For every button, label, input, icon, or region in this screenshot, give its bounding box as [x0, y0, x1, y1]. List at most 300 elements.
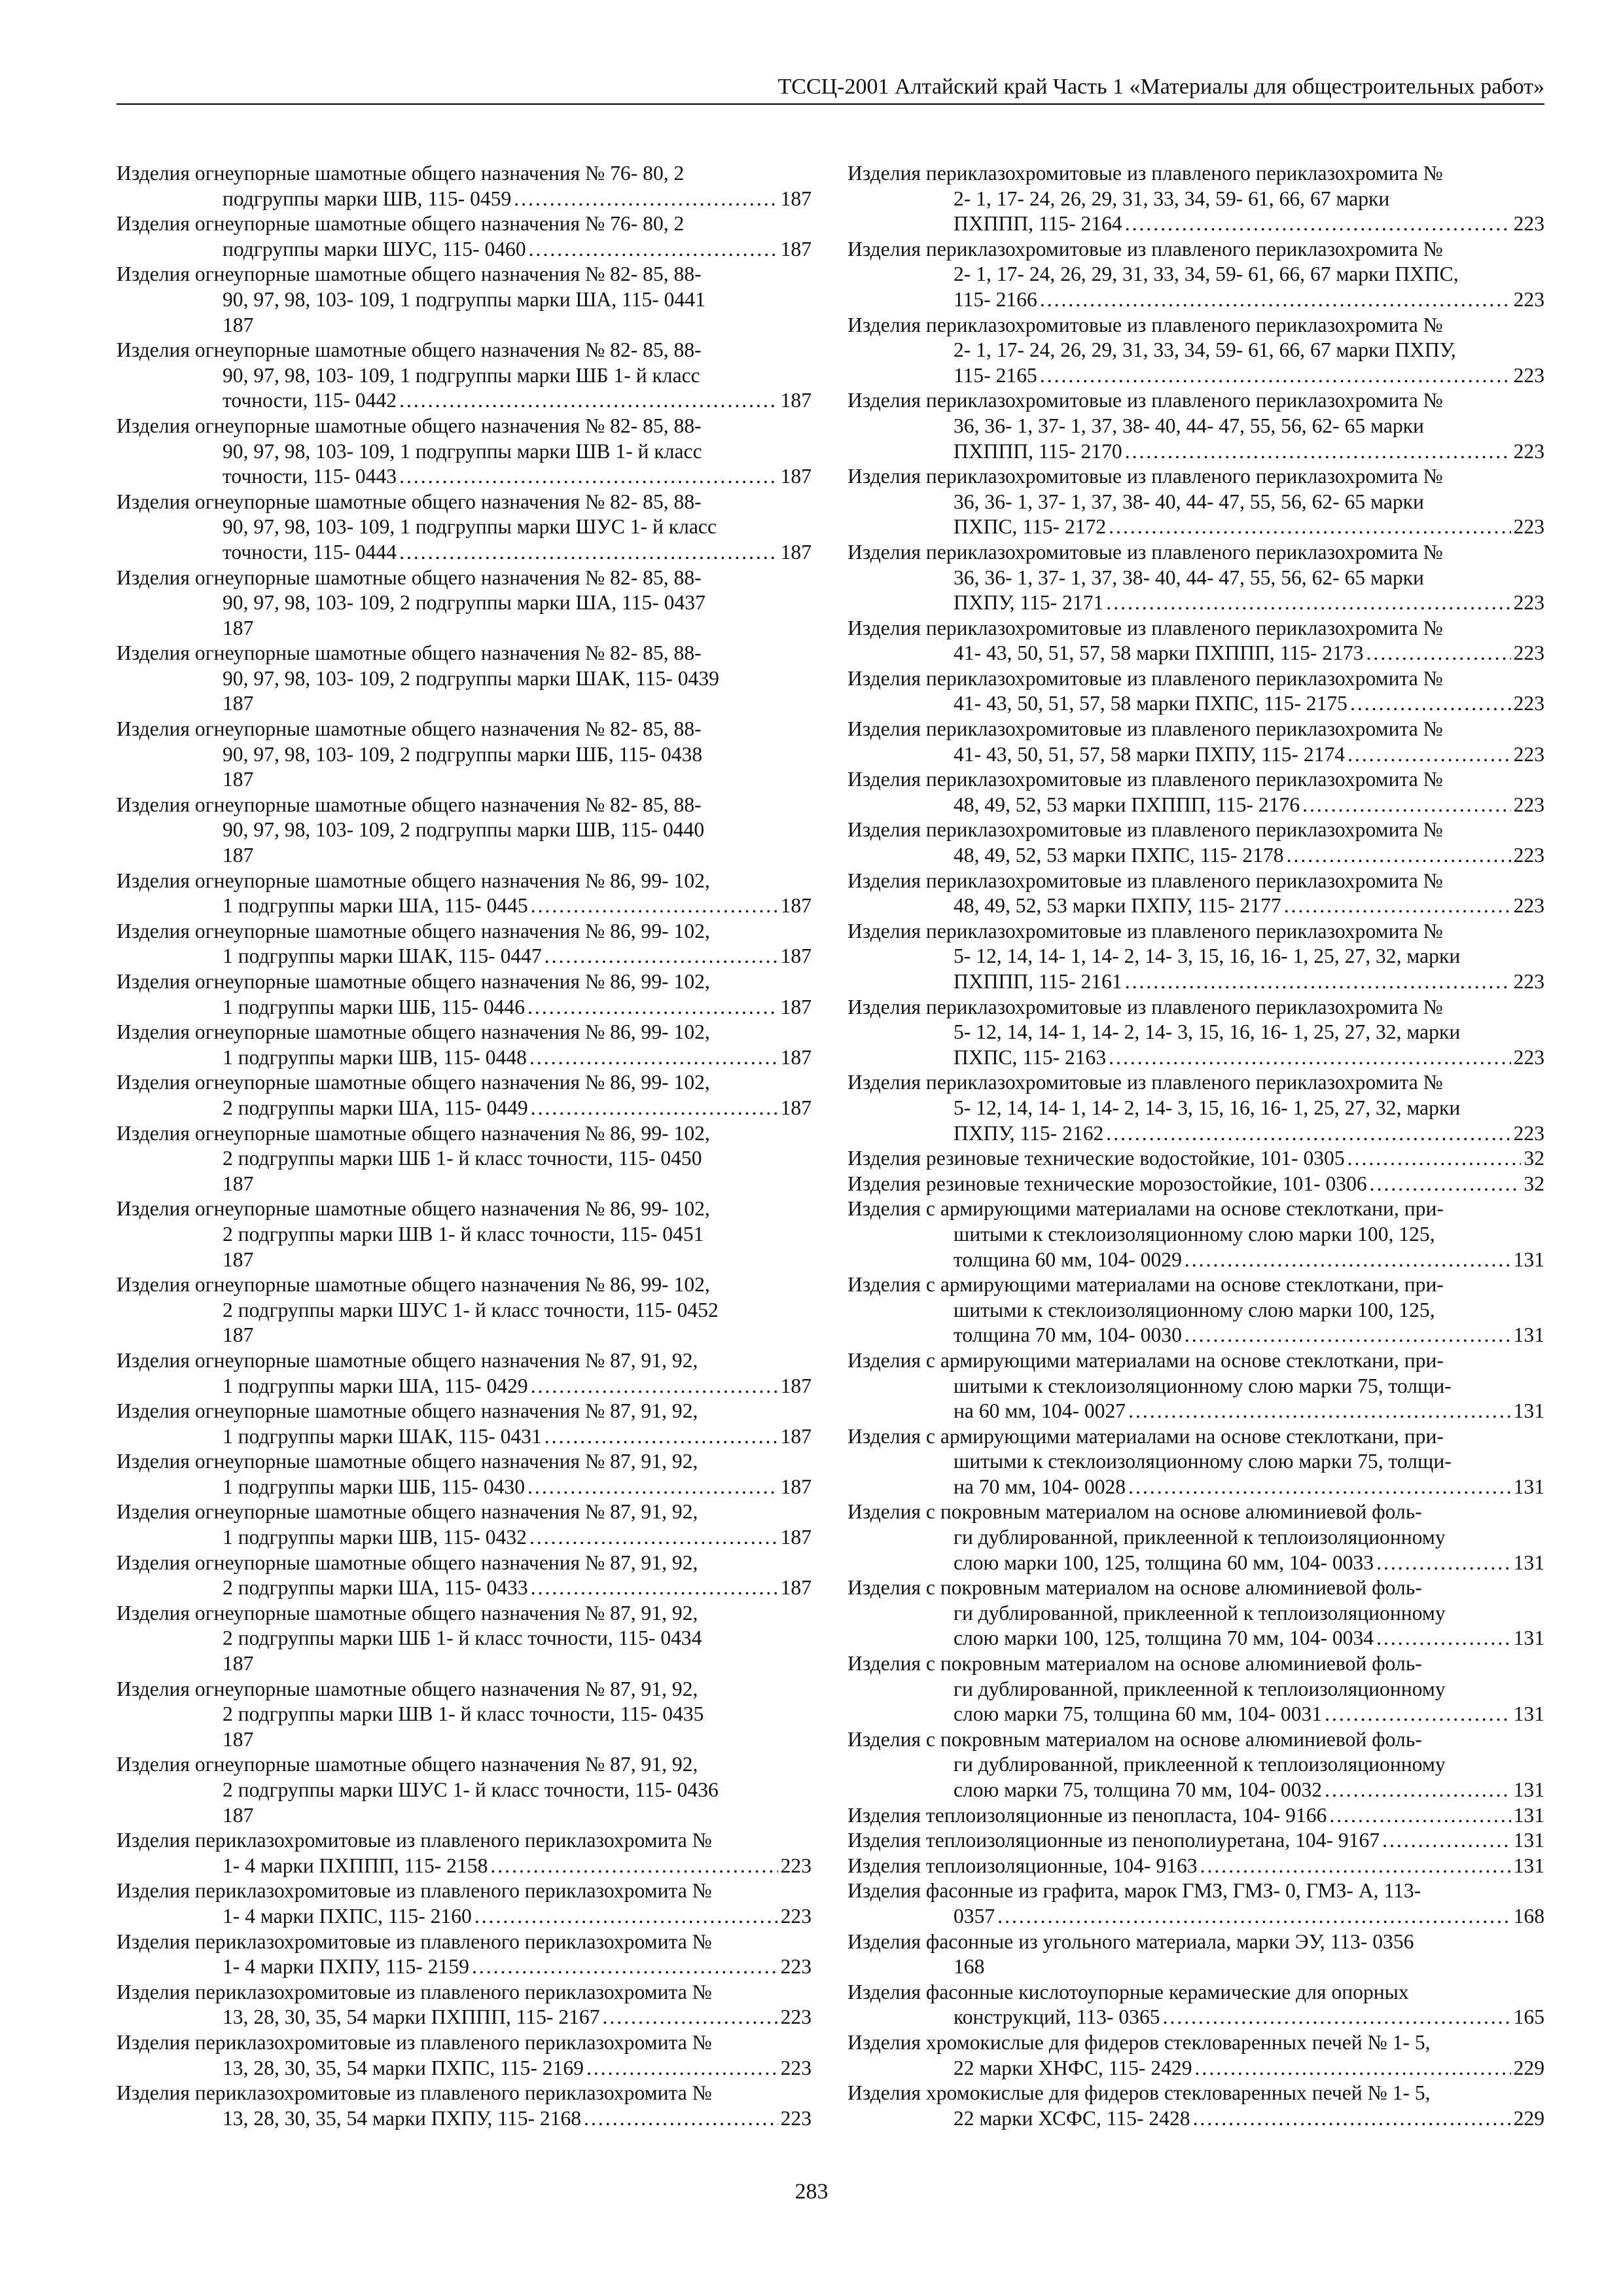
index-entry — [847, 388, 1544, 464]
entry-last-line — [223, 1904, 812, 1929]
entry-page-ref: 32 — [1524, 1172, 1544, 1195]
entry-page-ref: 131 — [1513, 1323, 1544, 1347]
entry-line: Изделия периклазохромитовые из плавленого периклазохромита № — [116, 1929, 712, 1953]
entry-line: 36, 36- 1, 37- 1, 37, 38- 40, 44- 47, 55, 56, 62- 65 марки — [954, 490, 1424, 513]
entry-text: точности, 115- 0442 — [223, 389, 397, 412]
entry-line: Изделия с армирующими материалами на основе стеклоткани, при- — [847, 1348, 1444, 1372]
dot-leader — [1370, 1172, 1522, 1197]
index-entry — [116, 262, 812, 338]
index-entry — [847, 1929, 1544, 1980]
index-entry — [116, 338, 812, 414]
dot-leader — [1106, 590, 1510, 616]
entry-line: Изделия периклазохромитовые из плавленого периклазохромита № — [847, 818, 1443, 842]
entry-text: 1 подгруппы марки ШБ, 115- 0446 — [223, 995, 526, 1018]
entry-line: Изделия огнеупорные шамотные общего назначения № 86, 99- 102, — [116, 1197, 710, 1221]
entry-page-ref: 187 — [223, 1727, 254, 1751]
entry-line: ги дублированной, приклеенной к теплоизоляционному — [954, 1601, 1446, 1624]
entry-page-ref: 131 — [1513, 1399, 1544, 1423]
entry-last-line — [847, 1146, 1544, 1172]
index-entry — [847, 1272, 1544, 1348]
entry-last-line — [954, 843, 1544, 869]
entry-text: 1- 4 марки ПХПУ, 115- 2159 — [223, 1955, 469, 1979]
entry-line: Изделия периклазохромитовые из плавленого периклазохромита № — [116, 2030, 712, 2054]
running-header: ТССЦ-2001 Алтайский край Часть 1 «Материалы для общестроительных работ» — [116, 73, 1544, 105]
entry-line: 90, 97, 98, 103- 109, 1 подгруппы марки ШБ 1- й класс — [223, 363, 700, 387]
entry-line: Изделия с покровным материалом на основе алюминиевой фоль- — [847, 1652, 1422, 1676]
index-entry — [116, 1752, 812, 1828]
entry-last-line — [223, 313, 812, 338]
index-entry — [116, 1980, 812, 2030]
index-entry — [847, 2081, 1544, 2131]
entry-line: Изделия периклазохромитовые из плавленого периклазохромита № — [116, 2081, 712, 2105]
index-entry — [847, 869, 1544, 919]
entry-text: на 60 мм, 104- 0027 — [954, 1399, 1126, 1423]
entry-last-line — [223, 1803, 812, 1829]
index-column-right — [847, 161, 1544, 2131]
entry-line: Изделия огнеупорные шамотные общего назначения № 86, 99- 102, — [116, 970, 710, 993]
index-entry — [847, 2030, 1544, 2081]
entry-page-ref: 187 — [780, 389, 812, 412]
entry-page-ref: 229 — [1513, 2056, 1544, 2079]
entry-page-ref: 32 — [1524, 1147, 1544, 1170]
index-entry — [847, 717, 1544, 767]
entry-page-ref: 131 — [1513, 1247, 1544, 1271]
entry-text: 115- 2165 — [954, 363, 1037, 387]
index-entry — [116, 490, 812, 565]
entry-line: Изделия фасонные из графита, марок ГМЗ, ГМЗ- 0, ГМЗ- А, 113- — [847, 1879, 1421, 1903]
entry-line: Изделия с армирующими материалами на основе стеклоткани, при- — [847, 1273, 1444, 1297]
dot-leader — [1185, 1323, 1511, 1348]
entry-line: Изделия периклазохромитовые из плавленого периклазохромита № — [847, 389, 1443, 412]
entry-text: на 70 мм, 104- 0028 — [954, 1475, 1126, 1498]
dot-leader — [1284, 893, 1511, 919]
dot-leader — [1185, 1247, 1511, 1273]
dot-leader — [1325, 1778, 1511, 1803]
entry-last-line — [954, 641, 1544, 666]
dot-leader — [1163, 2005, 1511, 2030]
entry-page-ref: 187 — [780, 1576, 812, 1600]
dot-leader — [1128, 1475, 1511, 1500]
index-entry — [116, 414, 812, 490]
dot-leader — [1325, 1702, 1511, 1727]
index-entry — [116, 1828, 812, 1878]
dot-leader — [1302, 793, 1510, 818]
entry-text: 48, 49, 52, 53 марки ПХПС, 115- 2178 — [954, 844, 1284, 867]
entry-text: ПХППП, 115- 2170 — [954, 439, 1122, 463]
entry-line: 90, 97, 98, 103- 109, 1 подгруппы марки ШУС 1- й класс — [223, 515, 717, 539]
dot-leader — [1195, 2056, 1511, 2081]
index-entry — [116, 1551, 812, 1601]
entry-text: точности, 115- 0444 — [223, 540, 397, 564]
entry-page-ref: 168 — [954, 1955, 985, 1979]
entry-last-line — [954, 2056, 1544, 2081]
entry-text: точности, 115- 0443 — [223, 465, 397, 488]
entry-line: 5- 12, 14, 14- 1, 14- 2, 14- 3, 15, 16, 16- 1, 25, 27, 32, марки — [954, 1020, 1461, 1044]
entry-page-ref: 223 — [1513, 970, 1544, 993]
entry-line: Изделия огнеупорные шамотные общего назначения № 82- 85, 88- — [116, 717, 702, 741]
dot-leader — [474, 1904, 778, 1929]
entry-page-ref: 187 — [223, 768, 254, 791]
entry-page-ref: 187 — [780, 995, 812, 1018]
index-entry — [116, 869, 812, 919]
entry-text: 1 подгруппы марки ШАК, 115- 0431 — [223, 1424, 542, 1448]
entry-text: 1 подгруппы марки ШВ, 115- 0448 — [223, 1045, 527, 1069]
dot-leader — [1350, 691, 1511, 717]
entry-page-ref: 131 — [1513, 1778, 1544, 1801]
entry-text: ПХПУ, 115- 2162 — [954, 1121, 1104, 1145]
entry-last-line — [954, 2005, 1544, 2030]
entry-line: Изделия огнеупорные шамотные общего назначения № 87, 91, 92, — [116, 1601, 698, 1624]
index-entry — [116, 1929, 812, 1980]
entry-text: 0357 — [954, 1904, 995, 1928]
dot-leader — [1376, 1626, 1511, 1651]
dot-leader — [531, 1374, 778, 1399]
dot-leader — [1366, 641, 1511, 666]
entry-line: Изделия огнеупорные шамотные общего назначения № 86, 99- 102, — [116, 1121, 710, 1145]
entry-text: 1 подгруппы марки ШВ, 115- 0432 — [223, 1526, 527, 1549]
dot-leader — [584, 2106, 778, 2132]
entry-text: 1 подгруппы марки ШБ, 115- 0430 — [223, 1475, 526, 1498]
entry-line: Изделия периклазохромитовые из плавленого периклазохромита № — [847, 995, 1443, 1018]
dot-leader — [529, 1045, 778, 1071]
index-column-left — [116, 161, 812, 2131]
dot-leader — [1040, 287, 1511, 313]
dot-leader — [1329, 1803, 1510, 1829]
entry-last-line — [223, 1323, 812, 1348]
entry-line: Изделия периклазохромитовые из плавленого периклазохромита № — [847, 237, 1443, 260]
index-entry — [847, 767, 1544, 817]
entry-line: 2 подгруппы марки ШБ 1- й класс точности, 115- 0450 — [223, 1147, 702, 1170]
entry-line: 2 подгруппы марки ШУС 1- й класс точности, 115- 0452 — [223, 1298, 719, 1321]
entry-last-line — [223, 1954, 812, 1980]
entry-text: 2 подгруппы марки ША, 115- 0433 — [223, 1576, 528, 1600]
entry-line: Изделия фасонные кислотоупорные керамические для опорных — [847, 1980, 1409, 2003]
index-entry — [116, 1070, 812, 1121]
entry-line: 36, 36- 1, 37- 1, 37, 38- 40, 44- 47, 55, 56, 62- 65 марки — [954, 414, 1424, 437]
entry-page-ref: 187 — [223, 1803, 254, 1827]
dot-leader — [1347, 1146, 1522, 1172]
entry-text: толщина 70 мм, 104- 0030 — [954, 1323, 1182, 1347]
entry-last-line — [954, 691, 1544, 717]
index-entry — [847, 1651, 1544, 1727]
index-entry — [116, 1196, 812, 1272]
entry-page-ref: 187 — [223, 1172, 254, 1195]
entry-last-line — [223, 237, 812, 262]
entry-line: Изделия огнеупорные шамотные общего назначения № 82- 85, 88- — [116, 793, 702, 816]
entry-line: Изделия огнеупорные шамотные общего назначения № 86, 99- 102, — [116, 869, 710, 892]
entry-page-ref: 187 — [780, 540, 812, 564]
entry-line: Изделия огнеупорные шамотные общего назначения № 86, 99- 102, — [116, 1071, 710, 1094]
entry-text: 1- 4 марки ПХППП, 115- 2158 — [223, 1854, 488, 1877]
index-entry — [847, 1499, 1544, 1575]
dot-leader — [531, 893, 778, 919]
dot-leader — [1125, 439, 1511, 465]
index-entry — [847, 1348, 1544, 1424]
entry-line: ги дублированной, приклеенной к теплоизоляционному — [954, 1753, 1446, 1776]
dot-leader — [531, 1575, 778, 1601]
index-entry — [116, 1878, 812, 1929]
entry-text: 41- 43, 50, 51, 57, 58 марки ПХПУ, 115- 2174 — [954, 742, 1346, 766]
entry-last-line — [223, 1727, 812, 1753]
index-entry — [847, 616, 1544, 666]
entry-line: ги дублированной, приклеенной к теплоизоляционному — [954, 1526, 1446, 1549]
entry-last-line — [954, 1778, 1544, 1803]
entry-text: ПХПУ, 115- 2171 — [954, 591, 1104, 615]
index-entry — [116, 2030, 812, 2081]
entry-page-ref: 223 — [1513, 439, 1544, 463]
dot-leader — [399, 388, 778, 414]
dot-leader — [1109, 1045, 1510, 1071]
entry-text: Изделия теплоизоляционные из пенополиуретана, 104- 9167 — [847, 1829, 1380, 1852]
entry-page-ref: 223 — [1513, 1121, 1544, 1145]
entry-page-ref: 187 — [223, 692, 254, 715]
entry-line: ги дублированной, приклеенной к теплоизоляционному — [954, 1677, 1446, 1700]
entry-last-line — [223, 1475, 812, 1500]
index-entry — [116, 1272, 812, 1348]
entry-text: Изделия теплоизоляционные, 104- 9163 — [847, 1854, 1198, 1877]
entry-text: ПХПС, 115- 2163 — [954, 1045, 1107, 1069]
entry-page-ref: 229 — [1513, 2106, 1544, 2130]
dot-leader — [527, 995, 778, 1020]
entry-line: шитыми к стеклоизоляционному слою марки 75, толщи- — [954, 1450, 1452, 1473]
entry-line: 2 подгруппы марки ШВ 1- й класс точности, 115- 0435 — [223, 1702, 704, 1726]
entry-last-line — [954, 1551, 1544, 1576]
dot-leader — [1128, 1399, 1511, 1424]
dot-leader — [472, 1954, 778, 1980]
entry-text: Изделия резиновые технические водостойкие, 101- 0305 — [847, 1147, 1345, 1170]
entry-line: Изделия огнеупорные шамотные общего назначения № 87, 91, 92, — [116, 1677, 698, 1700]
dot-leader — [586, 2056, 778, 2081]
index-entry — [847, 1727, 1544, 1803]
entry-page-ref: 187 — [780, 1424, 812, 1448]
index-entry — [847, 313, 1544, 389]
entry-page-ref: 223 — [780, 1904, 812, 1928]
dot-leader — [490, 1854, 777, 1879]
entry-text: слою марки 75, толщина 60 мм, 104- 0031 — [954, 1702, 1323, 1726]
entry-last-line — [954, 1904, 1544, 1929]
entry-text: 22 марки ХСФС, 115- 2428 — [954, 2106, 1190, 2130]
entry-last-line — [223, 843, 812, 869]
entry-last-line — [954, 1247, 1544, 1273]
entry-line: Изделия огнеупорные шамотные общего назначения № 82- 85, 88- — [116, 262, 702, 286]
index-entry — [847, 1980, 1544, 2030]
entry-last-line — [954, 1121, 1544, 1147]
entry-last-line — [223, 1374, 812, 1399]
dot-leader — [527, 1475, 778, 1500]
dot-leader — [1040, 363, 1511, 389]
entry-line: Изделия с покровным материалом на основе алюминиевой фоль- — [847, 1500, 1422, 1524]
entry-page-ref: 223 — [780, 2056, 812, 2079]
entry-page-ref: 131 — [1513, 1803, 1544, 1827]
index-entry — [116, 1449, 812, 1499]
entry-last-line — [954, 514, 1544, 540]
entry-line: Изделия периклазохромитовые из плавленого периклазохромита № — [847, 768, 1443, 791]
entry-line: Изделия огнеупорные шамотные общего назначения № 82- 85, 88- — [116, 490, 702, 513]
index-entry — [116, 641, 812, 717]
entry-page-ref: 168 — [1513, 1904, 1544, 1928]
entry-text: Изделия резиновые технические морозостойкие, 101- 0306 — [847, 1172, 1367, 1195]
entry-line: Изделия с покровным материалом на основе алюминиевой фоль- — [847, 1727, 1422, 1751]
index-entry — [847, 817, 1544, 868]
index-entry — [847, 1172, 1544, 1197]
index-entry — [847, 1196, 1544, 1272]
entry-last-line — [954, 211, 1544, 237]
entry-last-line — [223, 2056, 812, 2081]
entry-text: Изделия теплоизоляционные из пенопласта, 104- 9166 — [847, 1803, 1327, 1827]
entry-text: 13, 28, 30, 35, 54 марки ПХПУ, 115- 2168 — [223, 2106, 582, 2130]
entry-last-line — [223, 995, 812, 1020]
entry-page-ref: 223 — [1513, 1045, 1544, 1069]
entry-line: 2 подгруппы марки ШУС 1- й класс точности, 115- 0436 — [223, 1778, 719, 1801]
entry-last-line — [954, 2106, 1544, 2132]
entry-line: 5- 12, 14, 14- 1, 14- 2, 14- 3, 15, 16, 16- 1, 25, 27, 32, марки — [954, 1096, 1461, 1119]
entry-last-line — [954, 1323, 1544, 1348]
entry-text: 2 подгруппы марки ША, 115- 0449 — [223, 1096, 528, 1119]
entry-line: Изделия периклазохромитовые из плавленого периклазохромита № — [847, 162, 1443, 185]
entry-page-ref: 187 — [780, 1374, 812, 1397]
entry-text: 13, 28, 30, 35, 54 марки ПХПС, 115- 2169 — [223, 2056, 584, 2079]
entry-last-line — [223, 1424, 812, 1450]
entry-page-ref: 223 — [1513, 363, 1544, 387]
entry-last-line — [954, 287, 1544, 313]
entry-line: Изделия периклазохромитовые из плавленого периклазохромита № — [847, 313, 1443, 336]
entry-last-line — [223, 893, 812, 919]
entry-line: 36, 36- 1, 37- 1, 37, 38- 40, 44- 47, 55, 56, 62- 65 марки — [954, 565, 1424, 589]
entry-text: 48, 49, 52, 53 марки ПХППП, 115- 2176 — [954, 793, 1300, 816]
index-entry — [116, 919, 812, 969]
index-entry — [847, 237, 1544, 313]
dot-leader — [997, 1904, 1510, 1929]
dot-leader — [603, 2005, 778, 2030]
entry-line: Изделия огнеупорные шамотные общего назначения № 87, 91, 92, — [116, 1500, 698, 1524]
entry-line: Изделия периклазохромитовые из плавленого периклазохромита № — [847, 540, 1443, 564]
entry-last-line — [223, 2005, 812, 2030]
entry-last-line — [847, 1854, 1544, 1879]
entry-text: ПХПС, 115- 2172 — [954, 515, 1107, 539]
entry-line: Изделия периклазохромитовые из плавленого периклазохромита № — [116, 1980, 712, 2003]
index-entry — [847, 1146, 1544, 1172]
dot-leader — [1376, 1551, 1511, 1576]
entry-page-ref: 187 — [223, 313, 254, 336]
entry-page-ref: 223 — [1513, 641, 1544, 665]
index-entry — [116, 1020, 812, 1070]
index-entry — [116, 1121, 812, 1197]
entry-text: слою марки 100, 125, толщина 70 мм, 104- 0034 — [954, 1626, 1374, 1650]
entry-text: 1- 4 марки ПХПС, 115- 2160 — [223, 1904, 472, 1928]
entry-line: шитыми к стеклоизоляционному слою марки 100, 125, — [954, 1222, 1435, 1246]
entry-page-ref: 187 — [223, 1652, 254, 1676]
entry-page-ref: 223 — [1513, 793, 1544, 816]
entry-line: 2 подгруппы марки ШВ 1- й класс точности, 115- 0451 — [223, 1222, 704, 1246]
entry-line: Изделия с армирующими материалами на основе стеклоткани, при- — [847, 1197, 1444, 1221]
entry-last-line — [223, 1172, 812, 1197]
index-entry — [847, 161, 1544, 237]
index-entry — [847, 666, 1544, 717]
entry-page-ref: 187 — [780, 465, 812, 488]
entry-last-line — [954, 1702, 1544, 1727]
entry-last-line — [223, 1096, 812, 1121]
entry-text: толщина 60 мм, 104- 0029 — [954, 1247, 1182, 1271]
entry-last-line — [223, 388, 812, 414]
entry-last-line — [223, 944, 812, 969]
dot-leader — [1125, 969, 1511, 995]
entry-last-line — [954, 1045, 1544, 1071]
index-entry — [847, 995, 1544, 1071]
entry-line: Изделия огнеупорные шамотные общего назначения № 82- 85, 88- — [116, 641, 702, 665]
index-entry — [116, 1399, 812, 1449]
entry-line: Изделия периклазохромитовые из плавленого периклазохромита № — [847, 465, 1443, 488]
entry-line: Изделия огнеупорные шамотные общего назначения № 87, 91, 92, — [116, 1551, 698, 1574]
entry-last-line — [954, 742, 1544, 768]
entry-page-ref: 131 — [1513, 1551, 1544, 1574]
entry-text: 41- 43, 50, 51, 57, 58 марки ПХППП, 115- 2173 — [954, 641, 1364, 665]
dot-leader — [544, 944, 778, 969]
index-entry — [847, 1575, 1544, 1651]
entry-line: Изделия с армирующими материалами на основе стеклоткани, при- — [847, 1424, 1444, 1448]
entry-last-line — [223, 464, 812, 490]
entry-line: Изделия с покровным материалом на основе алюминиевой фоль- — [847, 1576, 1422, 1600]
entry-line: Изделия огнеупорные шамотные общего назначения № 76- 80, 2 — [116, 162, 685, 185]
index-entry — [116, 2081, 812, 2131]
entry-text: ПХППП, 115- 2164 — [954, 212, 1122, 236]
dot-leader — [544, 1424, 778, 1450]
entry-last-line — [954, 969, 1544, 995]
entry-last-line — [954, 1626, 1544, 1651]
entry-line: Изделия периклазохромитовые из плавленого периклазохромита № — [847, 1071, 1443, 1094]
index-entry — [116, 717, 812, 793]
index-entry — [116, 969, 812, 1020]
entry-line: Изделия периклазохромитовые из плавленого периклазохромита № — [847, 717, 1443, 741]
entry-last-line — [223, 540, 812, 565]
entry-page-ref: 223 — [1513, 844, 1544, 867]
dot-leader — [1200, 1854, 1511, 1879]
index-entry — [847, 1803, 1544, 1829]
entry-page-ref: 187 — [780, 1096, 812, 1119]
entry-last-line — [847, 1828, 1544, 1854]
dot-leader — [1287, 843, 1511, 869]
entry-line: 90, 97, 98, 103- 109, 2 подгруппы марки ШВ, 115- 0440 — [223, 818, 705, 842]
entry-last-line — [847, 1803, 1544, 1829]
entry-line: 2- 1, 17- 24, 26, 29, 31, 33, 34, 59- 61, 66, 67 марки ПХПУ, — [954, 338, 1456, 362]
dot-leader — [1382, 1828, 1510, 1854]
entry-last-line — [223, 1575, 812, 1601]
dot-leader — [399, 464, 778, 490]
index-entry — [116, 211, 812, 262]
entry-page-ref: 131 — [1513, 1626, 1544, 1650]
index-entry — [847, 1070, 1544, 1146]
entry-last-line — [954, 1399, 1544, 1424]
entry-last-line — [954, 1954, 1544, 1980]
entry-page-ref: 131 — [1513, 1854, 1544, 1877]
entry-last-line — [223, 1651, 812, 1677]
dot-leader — [1347, 742, 1511, 768]
entry-text: 41- 43, 50, 51, 57, 58 марки ПХПС, 115- 2175 — [954, 692, 1347, 715]
entry-page-ref: 187 — [780, 944, 812, 968]
entry-page-ref: 223 — [1513, 742, 1544, 766]
entry-last-line — [223, 1525, 812, 1551]
entry-text: конструкций, 113- 0365 — [954, 2005, 1160, 2029]
entry-line: Изделия огнеупорные шамотные общего назначения № 86, 99- 102, — [116, 1020, 710, 1044]
entry-last-line — [954, 1475, 1544, 1500]
entry-line: шитыми к стеклоизоляционному слою марки 100, 125, — [954, 1298, 1435, 1321]
entry-line: Изделия огнеупорные шамотные общего назначения № 87, 91, 92, — [116, 1348, 698, 1372]
entry-text: ПХППП, 115- 2161 — [954, 970, 1122, 993]
index-entry — [847, 464, 1544, 540]
dot-leader — [531, 1096, 778, 1121]
entry-last-line — [954, 439, 1544, 465]
entry-page-ref: 187 — [223, 844, 254, 867]
dot-leader — [1109, 514, 1510, 540]
